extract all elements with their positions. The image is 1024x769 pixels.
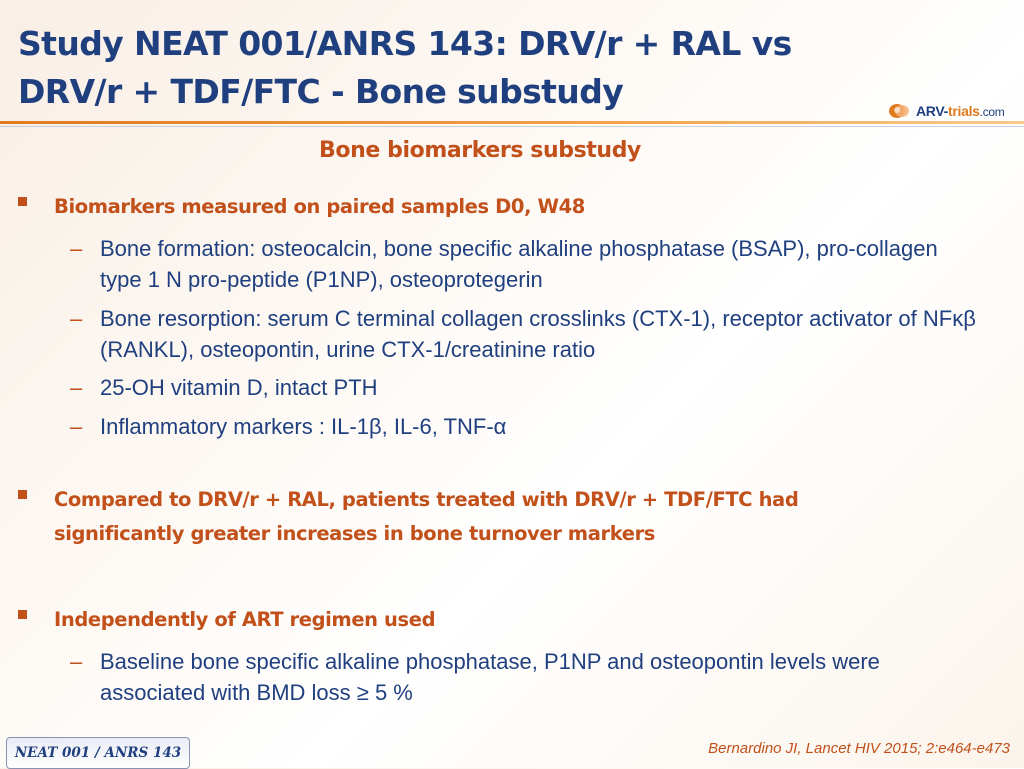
bullet-square-icon (18, 197, 27, 206)
bullet-1-item-1 (70, 233, 970, 295)
slide-title (18, 20, 878, 116)
logo-text-part-3: .com (979, 105, 1005, 119)
logo-text (916, 103, 1004, 119)
bullet-1-item-4-text: Inflammatory markers : IL-1β, IL-6, TNF-α (100, 414, 507, 439)
title-divider (0, 121, 1024, 124)
bullet-3-item-1 (70, 646, 970, 708)
bullet-1-item-1-text: Bone formation: osteocalcin, bone specific alkaline phosphatase (BSAP), pro-collagen type 1 N pro-peptide (P1NP), osteoprotegerin (100, 236, 938, 292)
study-label-box (6, 737, 190, 769)
bullet-1-item-2-text: Bone resorption: serum C terminal collagen crosslinks (CTX-1), receptor activator of NFκβ (RANKL), osteopontin, urine CTX-1/creatinine ratio (100, 306, 976, 362)
bullet-square-icon (18, 610, 27, 619)
bullet-2-heading-line-2: significantly greater increases in bone turnover markers (54, 522, 655, 545)
logo-text-part-2: trials (948, 103, 980, 119)
bullet-1-item-2 (70, 303, 976, 365)
bullet-2-heading-line-1: Compared to DRV/r + RAL, patients treated with DRV/r + TDF/FTC had (54, 488, 799, 511)
slide-title-line-2: DRV/r + TDF/FTC - Bone substudy (18, 72, 624, 111)
dash-icon: – (70, 236, 83, 261)
slide-subtitle: Bone biomarkers substudy (319, 138, 641, 163)
slide-title-line-1: Study NEAT 001/ANRS 143: DRV/r + RAL vs (18, 24, 792, 63)
logo-text-part-1: ARV- (916, 103, 948, 119)
bullet-2-heading (54, 483, 974, 551)
bullet-square-icon (18, 490, 27, 499)
bullet-3-heading: Independently of ART regimen used (54, 608, 436, 631)
study-label: NEAT 001 / ANRS 143 (14, 745, 182, 761)
bullet-1-item-4 (70, 411, 970, 442)
dash-icon: – (70, 375, 83, 400)
citation: Bernardino JI, Lancet HIV 2015; 2:e464-e473 (708, 740, 1010, 757)
dash-icon: – (70, 649, 83, 674)
dash-icon: – (70, 414, 83, 439)
logo-mark-icon (888, 102, 912, 120)
title-divider-thin (0, 126, 1024, 127)
bullet-1-item-3 (70, 372, 970, 403)
dash-icon: – (70, 306, 83, 331)
bullet-3-item-1-text: Baseline bone specific alkaline phosphatase, P1NP and osteopontin levels were associated with BMD loss ≥ 5 % (100, 649, 880, 705)
bullet-1-item-3-text: 25-OH vitamin D, intact PTH (100, 375, 378, 400)
bullet-1-heading: Biomarkers measured on paired samples D0, W48 (54, 195, 585, 218)
arv-trials-logo (888, 100, 1004, 122)
